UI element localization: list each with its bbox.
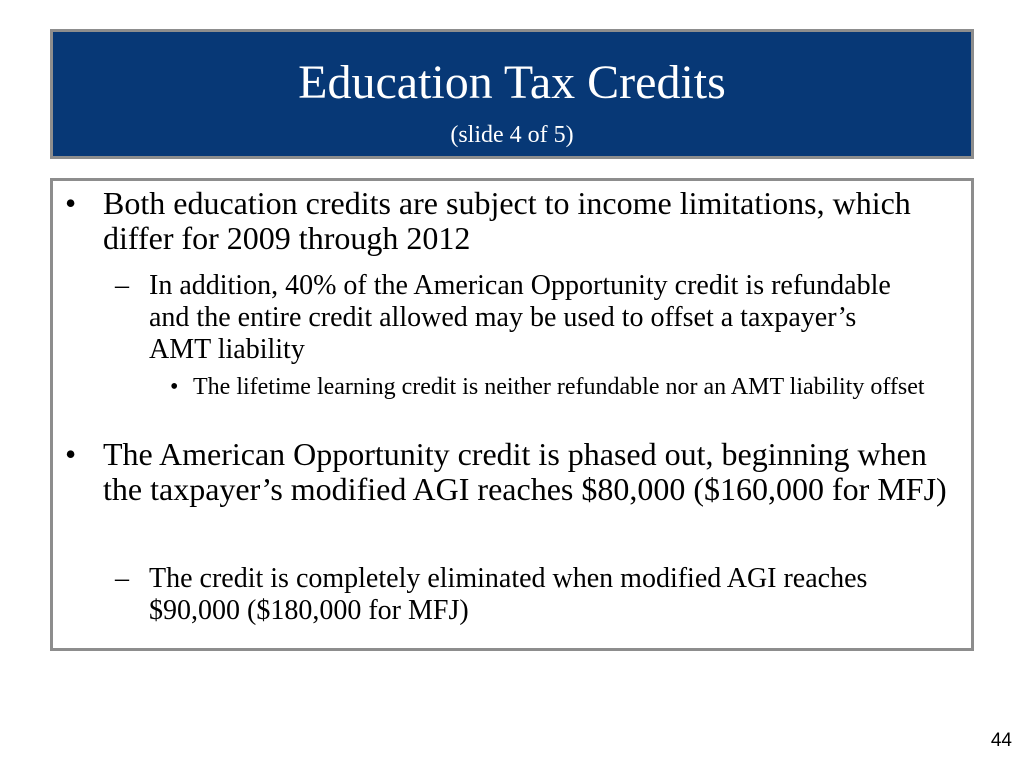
bullet-text: In addition, 40% of the American Opportunity credit is refundable and the entire credit allowed may be used to offset a taxpayer’s AMT liability: [149, 270, 891, 365]
bullet-marker: •: [65, 436, 77, 472]
title-banner: [50, 29, 974, 159]
page-number: 44: [990, 730, 1012, 751]
dash-marker: –: [115, 563, 129, 594]
bullet-text: The lifetime learning credit is neither refundable nor an AMT liability offset: [193, 374, 925, 400]
content-panel: [50, 178, 974, 651]
bullet-item-level-2: [113, 270, 923, 366]
dash-marker: –: [115, 270, 129, 301]
bullet-text: The American Opportunity credit is phased out, beginning when the taxpayer’s modified AGI reaches $80,000 ($160,000 for MFJ): [103, 436, 947, 507]
bullet-text: Both education credits are subject to income limitations, which differ for 2009 through 2012: [103, 185, 911, 256]
bullet-text: The credit is completely eliminated when modified AGI reaches $90,000 ($180,000 for MFJ): [149, 563, 868, 626]
slide-title: Education Tax Credits: [298, 56, 726, 109]
bullet-marker: •: [170, 374, 179, 400]
bullet-item-level-2: [113, 563, 923, 627]
bullet-marker: •: [65, 185, 77, 221]
bullet-item-level-1: [61, 186, 966, 256]
slide-subtitle: (slide 4 of 5): [450, 122, 574, 148]
bullet-item-level-3: [168, 374, 928, 400]
bullet-item-level-1: [61, 437, 966, 507]
